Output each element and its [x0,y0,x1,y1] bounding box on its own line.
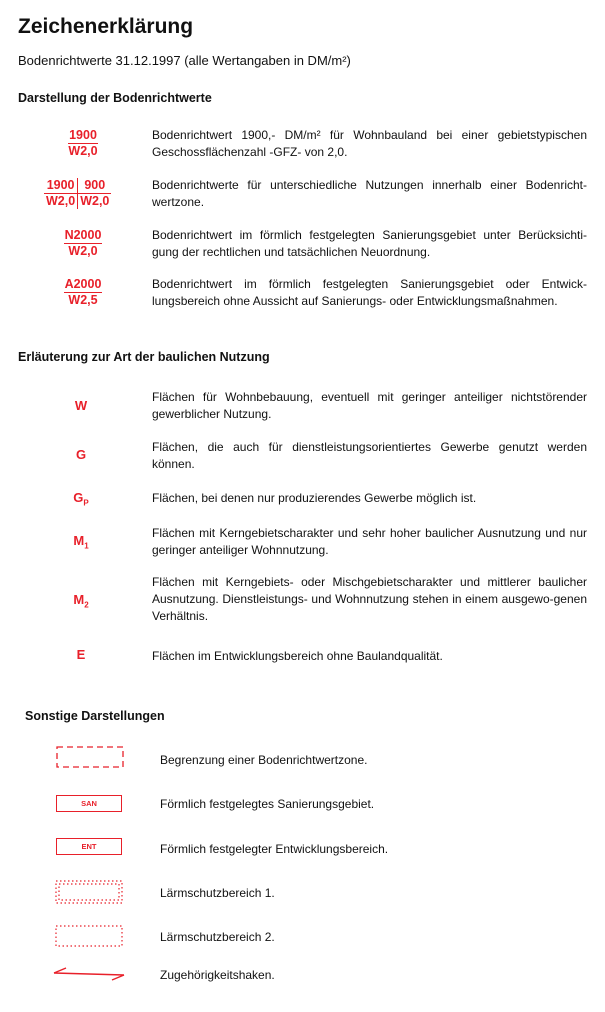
description-text: Flächen im Entwicklungsbereich ohne Baulandqualität. [152,649,443,663]
symbol-letter: M [73,533,85,548]
san-box-icon: SAN [56,795,122,812]
description-text: Flächen, bei denen nur produzierendes Gewerbe möglich ist. [152,491,477,505]
section-heading-nutzung: Erläuterung zur Art der baulichen Nutzung [18,350,270,364]
value-symbol-n2000 [55,228,111,259]
symbol-subscript: P [83,498,89,508]
description-text: Förmlich festgelegtes Sanierungsgebiet. [160,797,375,811]
description-text: Lärmschutzbereich 1. [160,886,275,900]
description-text: Bodenrichtwert 1900,- DM/m² für Wohnbauland bei einer gebietstypischen Geschossflächenzahl -GFZ- von 2,0. [152,128,587,159]
usage-symbol-m1 [61,533,101,551]
symbol-denominator-right: W2,0 [80,194,110,208]
description-text: Flächen mit Kerngebiets- oder Mischgebietscharakter und mittlerer baulicher Ausnutzung. Dienstleistungs- und Wohnnutzung stehen in einem ausgewo-genen Verhältnis. [152,575,587,623]
description-text: Flächen mit Kerngebietscharakter und sehr hoher baulicher Ausnutzung und nur geringer anteiliger Wohnnutzung. [152,526,587,557]
symbol-letter: G [73,490,84,505]
page-subtitle: Bodenrichtwerte 31.12.1997 (alle Wertangaben in DM/m²) [18,53,351,68]
description-text: Flächen für Wohnbebauung, eventuell mit geringer anteiliger nichtstörender gewerblicher Nutzung. [152,390,587,421]
symbol-letter: M [73,592,85,607]
symbol-denominator: W2,0 [68,244,98,258]
symbol-numerator: N2000 [64,228,102,242]
symbol-denominator: W2,0 [68,144,98,158]
description-text: Begrenzung einer Bodenrichtwertzone. [160,753,368,767]
arrow-hook-icon [52,966,126,982]
symbol-denominator: W2,5 [68,293,98,307]
symbol-numerator-right: 900 [78,178,112,194]
ent-box-icon: ENT [56,838,122,855]
symbol-numerator-left: 1900 [44,178,78,194]
description-text: Lärmschutzbereich 2. [160,930,275,944]
usage-symbol-gp [61,490,101,508]
symbol-numerator: A2000 [64,277,102,291]
dashed-boundary-icon [56,746,124,768]
symbol-subscript: 2 [84,600,89,610]
symbol-letter: W [74,398,88,413]
value-symbol-split [44,178,111,209]
symbol-letter: G [75,447,87,462]
description-text: Flächen, die auch für dienstleistungsorientiertes Gewerbe genutzt werden können. [152,440,587,471]
usage-symbol-e [61,647,101,662]
symbol-denominator-left: W2,0 [44,194,78,210]
page-title: Zeichenerklärung [18,15,194,38]
description-text: Bodenrichtwert im förmlich festgelegten Sanierungsgebiet oder Entwick-lungsbereich ohne Aussicht auf Sanierungs- oder Entwicklungsmaßnahmen. [152,277,587,308]
symbol-numerator: 1900 [69,128,97,142]
section-heading-sonstige: Sonstige Darstellungen [25,709,165,723]
symbol-letter: E [76,647,86,662]
dotted-boundary-icon [55,925,123,947]
dotted-double-boundary-icon [55,880,123,904]
value-symbol-a2000 [55,277,111,308]
section-heading-bodenrichtwerte: Darstellung der Bodenrichtwerte [18,91,212,105]
description-text: Bodenrichtwert im förmlich festgelegten Sanierungsgebiet unter Berücksichti-gung der rechtlichen und tatsächlichen Neuordnung. [152,228,587,259]
value-symbol-1900 [58,128,108,159]
description-text: Förmlich festgelegter Entwicklungsbereich. [160,842,389,856]
description-text: Bodenrichtwerte für unterschiedliche Nutzungen innerhalb einer Bodenricht-wertzone. [152,178,587,209]
description-text: Zugehörigkeitshaken. [160,968,275,982]
usage-symbol-w [61,398,101,413]
usage-symbol-m2 [61,592,101,610]
symbol-subscript: 1 [84,541,89,551]
usage-symbol-g [61,447,101,462]
